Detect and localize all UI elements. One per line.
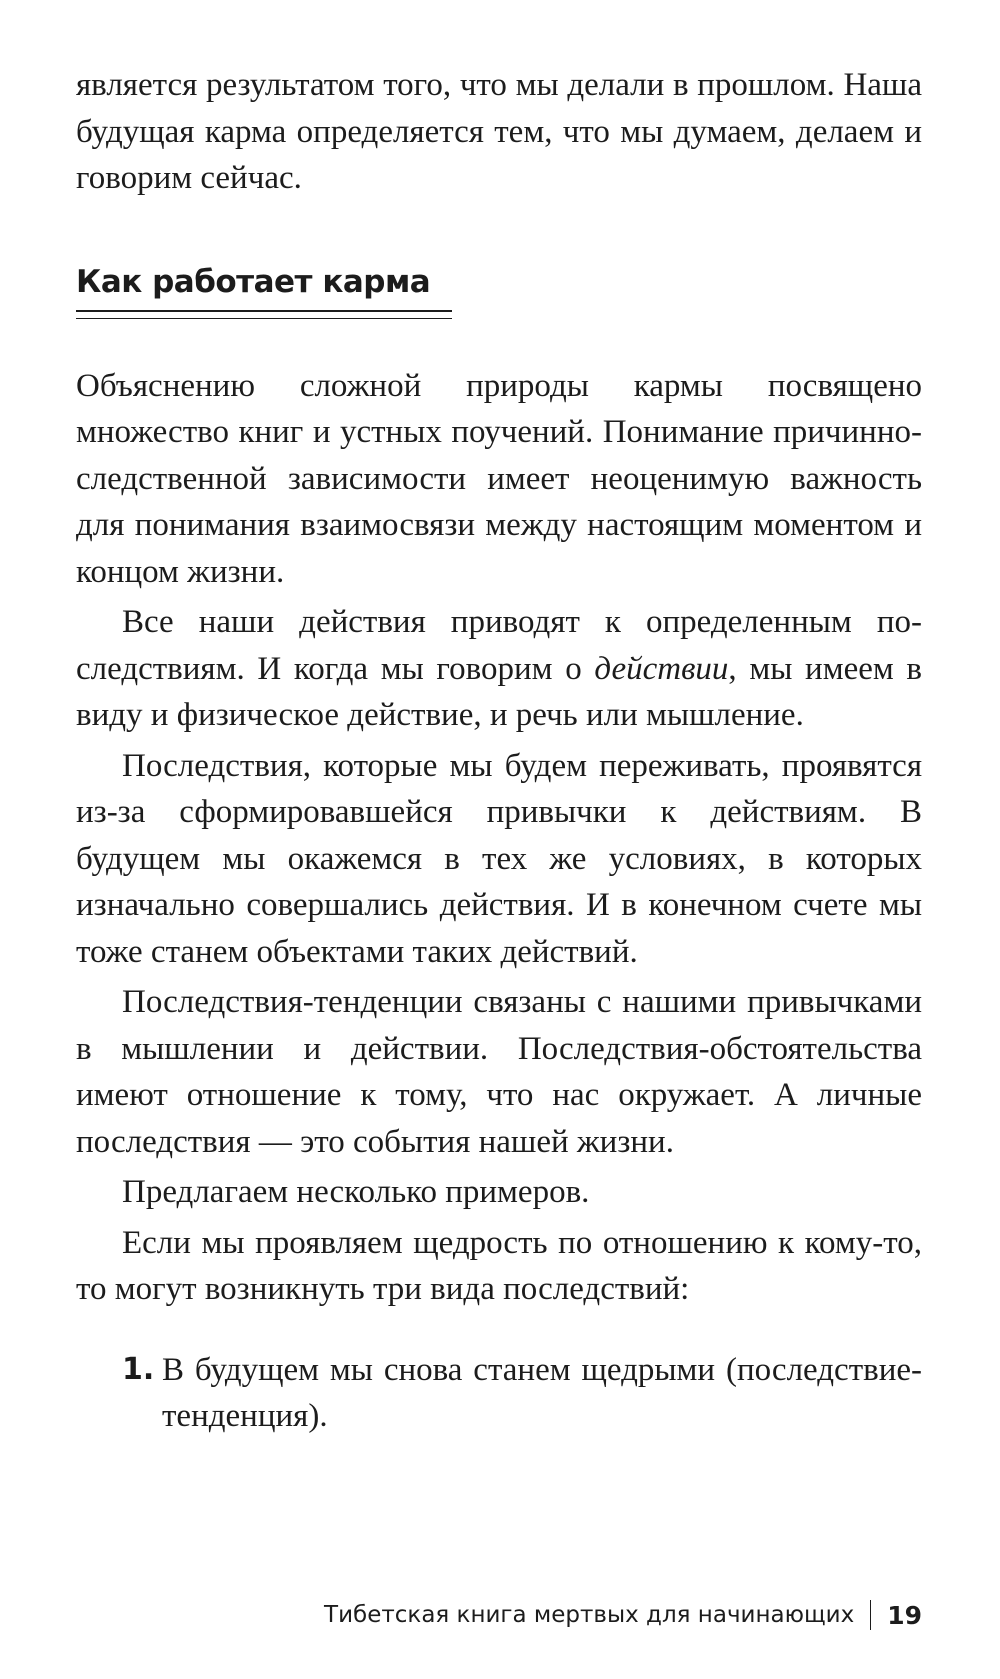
paragraph-4: Последствия-тенденции связаны с нашими привычками в мышлении и действии. Последствия-обстоятельства имеют отношение к тому, что нас окружает. А личные последствия — это события нашей жизни. — [76, 984, 922, 1160]
paragraph-2-start: Все наши действия приводят к определенным последствиям. И когда мы говорим о — [76, 604, 922, 687]
paragraph-5: Предлагаем несколько примеров. — [122, 1174, 590, 1210]
list-item — [76, 1347, 922, 1440]
page-content — [76, 62, 922, 1440]
footer-divider — [870, 1600, 871, 1630]
paragraph-2 — [76, 599, 922, 739]
numbered-list — [76, 1347, 922, 1440]
list-item-number: 1. — [122, 1351, 155, 1387]
intro-paragraph: является результатом того, что мы делали в прошлом. Наша будущая карма определяется тем, что мы думаем, делаем и говорим сейчас. — [76, 67, 922, 196]
section-heading: Как работает карма — [76, 263, 431, 300]
paragraph-2-end: , мы имеем в виду и физическое действие, и речь или мышление. — [76, 650, 922, 733]
list-item-text: В будущем мы снова станем щедрыми (последствие-тенденция). — [162, 1351, 922, 1434]
paragraph-6: Если мы проявляем щедрость по отношению к кому-то, то могут возникнуть три вида последствий: — [76, 1224, 922, 1307]
paragraph-3: Последствия, которые мы будем переживать, проявятся из-за сформировавшейся привычки к действиям. В будущем мы окажемся в тех же условиях, в которых изначально совершались действия. И в конечном счете мы тоже станем объектами таких действий. — [76, 747, 922, 970]
heading-underline — [76, 310, 452, 319]
page-footer — [324, 1600, 922, 1630]
running-title: Тибетская книга мертвых для начинающих — [324, 1602, 855, 1628]
page-number: 19 — [887, 1600, 922, 1630]
paragraph-1: Объяснению сложной природы кармы посвящено множество книг и устных поучений. Понимание причинно-следственной зависимости имеет неоценимую важность для понимания взаимосвязи между настоящим моментом и концом жизни. — [76, 367, 922, 590]
paragraph-2-emphasis: действии — [594, 650, 729, 687]
